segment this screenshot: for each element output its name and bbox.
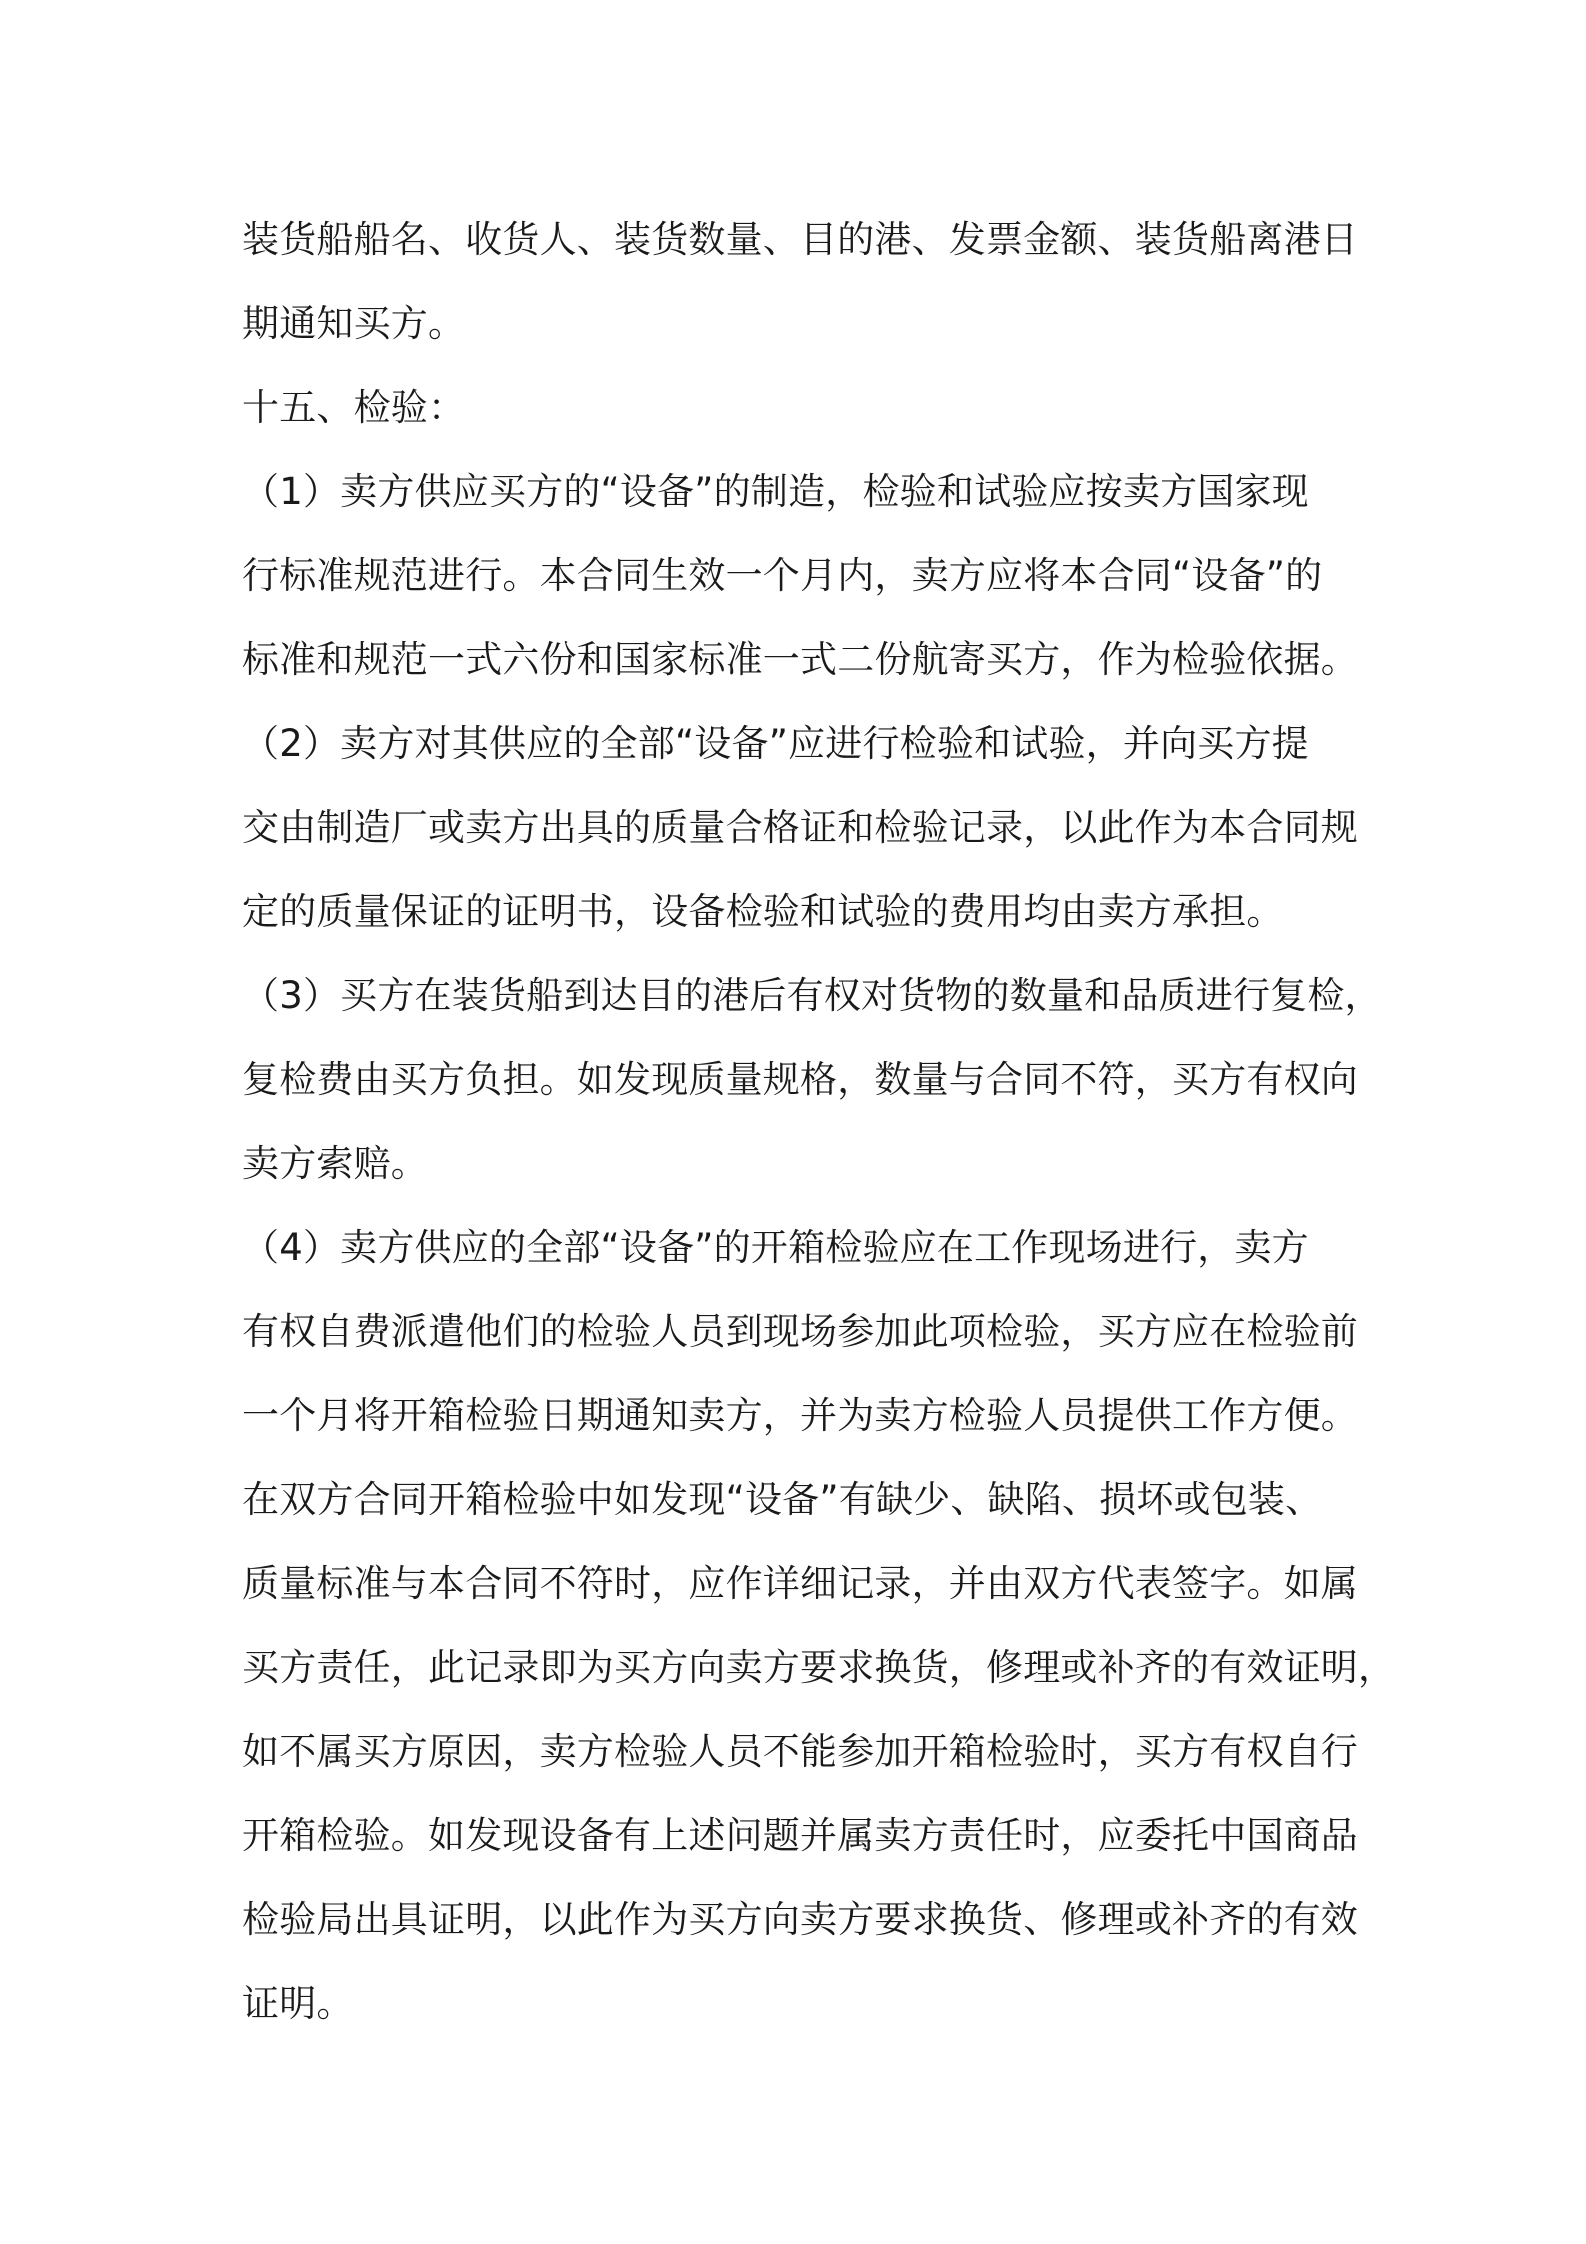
text-line: （2）卖方对其供应的全部“设备”应进行检验和试验，并向买方提 — [242, 722, 1309, 765]
text-line: 交由制造厂或卖方出具的质量合格证和检验记录，以此作为本合同规 — [242, 806, 1358, 849]
text-line: 质量标准与本合同不符时，应作详细记录，并由双方代表签字。如属 — [242, 1562, 1358, 1605]
text-line: 定的质量保证的证明书，设备检验和试验的费用均由卖方承担。 — [242, 890, 1284, 933]
text-line: （4）卖方供应的全部“设备”的开箱检验应在工作现场进行，卖方 — [242, 1226, 1309, 1269]
section-heading: 十五、检验： — [242, 386, 466, 429]
text-line: 检验局出具证明，以此作为买方向卖方要求换货、修理或补齐的有效 — [242, 1898, 1358, 1941]
text-line: 卖方索赔。 — [242, 1142, 428, 1185]
text-line: 复检费由买方负担。如发现质量规格，数量与合同不符，买方有权向 — [242, 1058, 1358, 1101]
contract-text-body — [242, 198, 1396, 2046]
text-line: 有权自费派遣他们的检验人员到现场参加此项检验，买方应在检验前 — [242, 1310, 1358, 1353]
text-line: （3）买方在装货船到达目的港后有权对货物的数量和品质进行复检， — [242, 974, 1382, 1017]
text-line: （1）卖方供应买方的“设备”的制造，检验和试验应按卖方国家现 — [242, 470, 1309, 513]
text-line: 开箱检验。如发现设备有上述问题并属卖方责任时，应委托中国商品 — [242, 1814, 1358, 1857]
text-line: 行标准规范进行。本合同生效一个月内，卖方应将本合同“设备”的 — [242, 554, 1323, 597]
text-line: 买方责任，此记录即为买方向卖方要求换货，修理或补齐的有效证明， — [242, 1646, 1396, 1689]
text-line: 期通知买方。 — [242, 302, 466, 345]
text-line: 一个月将开箱检验日期通知卖方，并为卖方检验人员提供工作方便。 — [242, 1394, 1358, 1437]
text-line: 证明。 — [242, 1982, 354, 2025]
text-line: 在双方合同开箱检验中如发现“设备”有缺少、缺陷、损坏或包装、 — [242, 1478, 1323, 1521]
text-line: 标准和规范一式六份和国家标准一式二份航寄买方，作为检验依据。 — [242, 638, 1358, 681]
text-line: 装货船船名、收货人、装货数量、目的港、发票金额、装货船离港日 — [242, 218, 1358, 261]
text-line: 如不属买方原因，卖方检验人员不能参加开箱检验时，买方有权自行 — [242, 1730, 1358, 1773]
